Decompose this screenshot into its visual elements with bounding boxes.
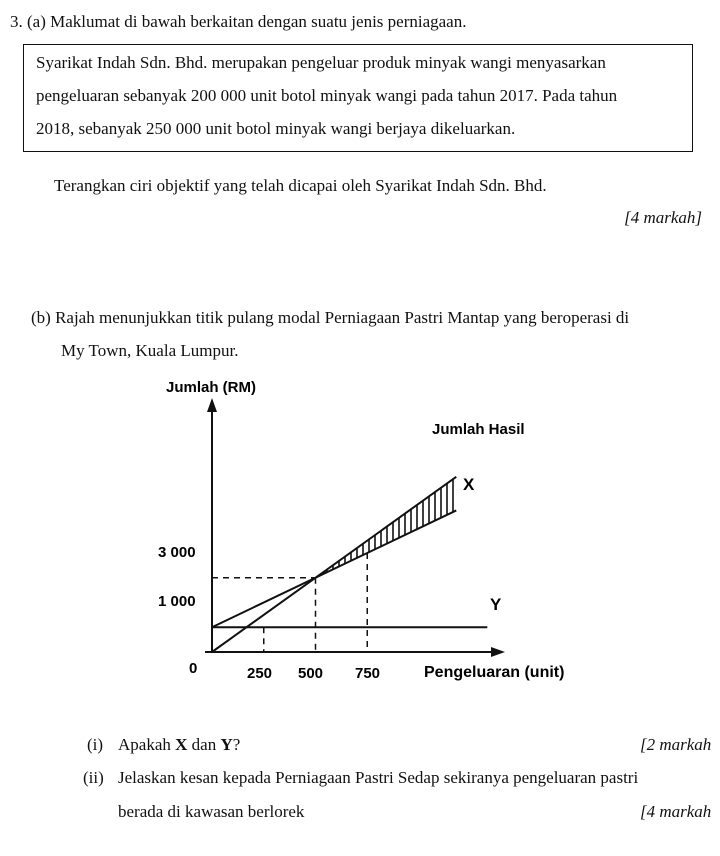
sub-i-mid: dan xyxy=(187,735,221,754)
sub-ii-number: (ii) xyxy=(83,768,104,787)
x-line xyxy=(212,510,456,627)
origin-label: 0 xyxy=(189,660,198,677)
sub-i-question xyxy=(118,735,240,755)
sub-ii-line-2: berada di kawasan berlorek xyxy=(118,802,305,821)
info-line-1: Syarikat Indah Sdn. Bhd. merupakan pengeluar produk minyak wangi menyasarkan xyxy=(36,53,606,72)
info-line-2: pengeluaran sebanyak 200 000 unit botol minyak wangi pada tahun 2017. Pada tahun xyxy=(36,86,618,105)
x-tick-500: 500 xyxy=(298,665,324,682)
x-tick-250: 250 xyxy=(247,665,273,682)
y-tick-3000: 3 000 xyxy=(158,544,196,561)
sub-i-x: X xyxy=(175,735,188,754)
y-label: Y xyxy=(490,595,502,614)
part-a-marks: [4 markah] xyxy=(624,208,702,227)
part-b-line-1: (b) Rajah menunjukkan titik pulang modal Perniagaan Pastri Mantap yang beroperasi di xyxy=(31,308,630,327)
part-b-line-2: My Town, Kuala Lumpur. xyxy=(61,341,239,360)
jumlah-hasil-label: Jumlah Hasil xyxy=(432,421,525,438)
y-axis-title: Jumlah (RM) xyxy=(166,379,256,396)
x-axis-title: Pengeluaran (unit) xyxy=(424,664,565,681)
info-line-3: 2018, sebanyak 250 000 unit botol minyak wangi berjaya dikeluarkan. xyxy=(36,119,516,138)
y-tick-1000: 1 000 xyxy=(158,593,196,610)
sub-i-pre: Apakah xyxy=(118,735,176,754)
jumlah-hasil-line xyxy=(212,477,456,652)
sub-ii-line-1: Jelaskan kesan kepada Perniagaan Pastri Sedap sekiranya pengeluaran pastri xyxy=(118,768,639,787)
sub-i-y: Y xyxy=(220,735,233,754)
y-axis-arrow xyxy=(207,398,217,412)
x-axis-arrow xyxy=(491,647,505,657)
sub-ii-marks: [4 markah xyxy=(640,802,712,821)
sub-i-post: ? xyxy=(232,735,241,754)
question-heading: 3. (a) Maklumat di bawah berkaitan dengan suatu jenis perniagaan. xyxy=(10,12,467,31)
x-tick-750: 750 xyxy=(355,665,381,682)
x-label: X xyxy=(463,475,475,494)
sub-i-marks: [2 markah xyxy=(640,735,712,754)
sub-i-number: (i) xyxy=(87,735,104,754)
part-a-prompt: Terangkan ciri objektif yang telah dicapai oleh Syarikat Indah Sdn. Bhd. xyxy=(54,176,547,195)
